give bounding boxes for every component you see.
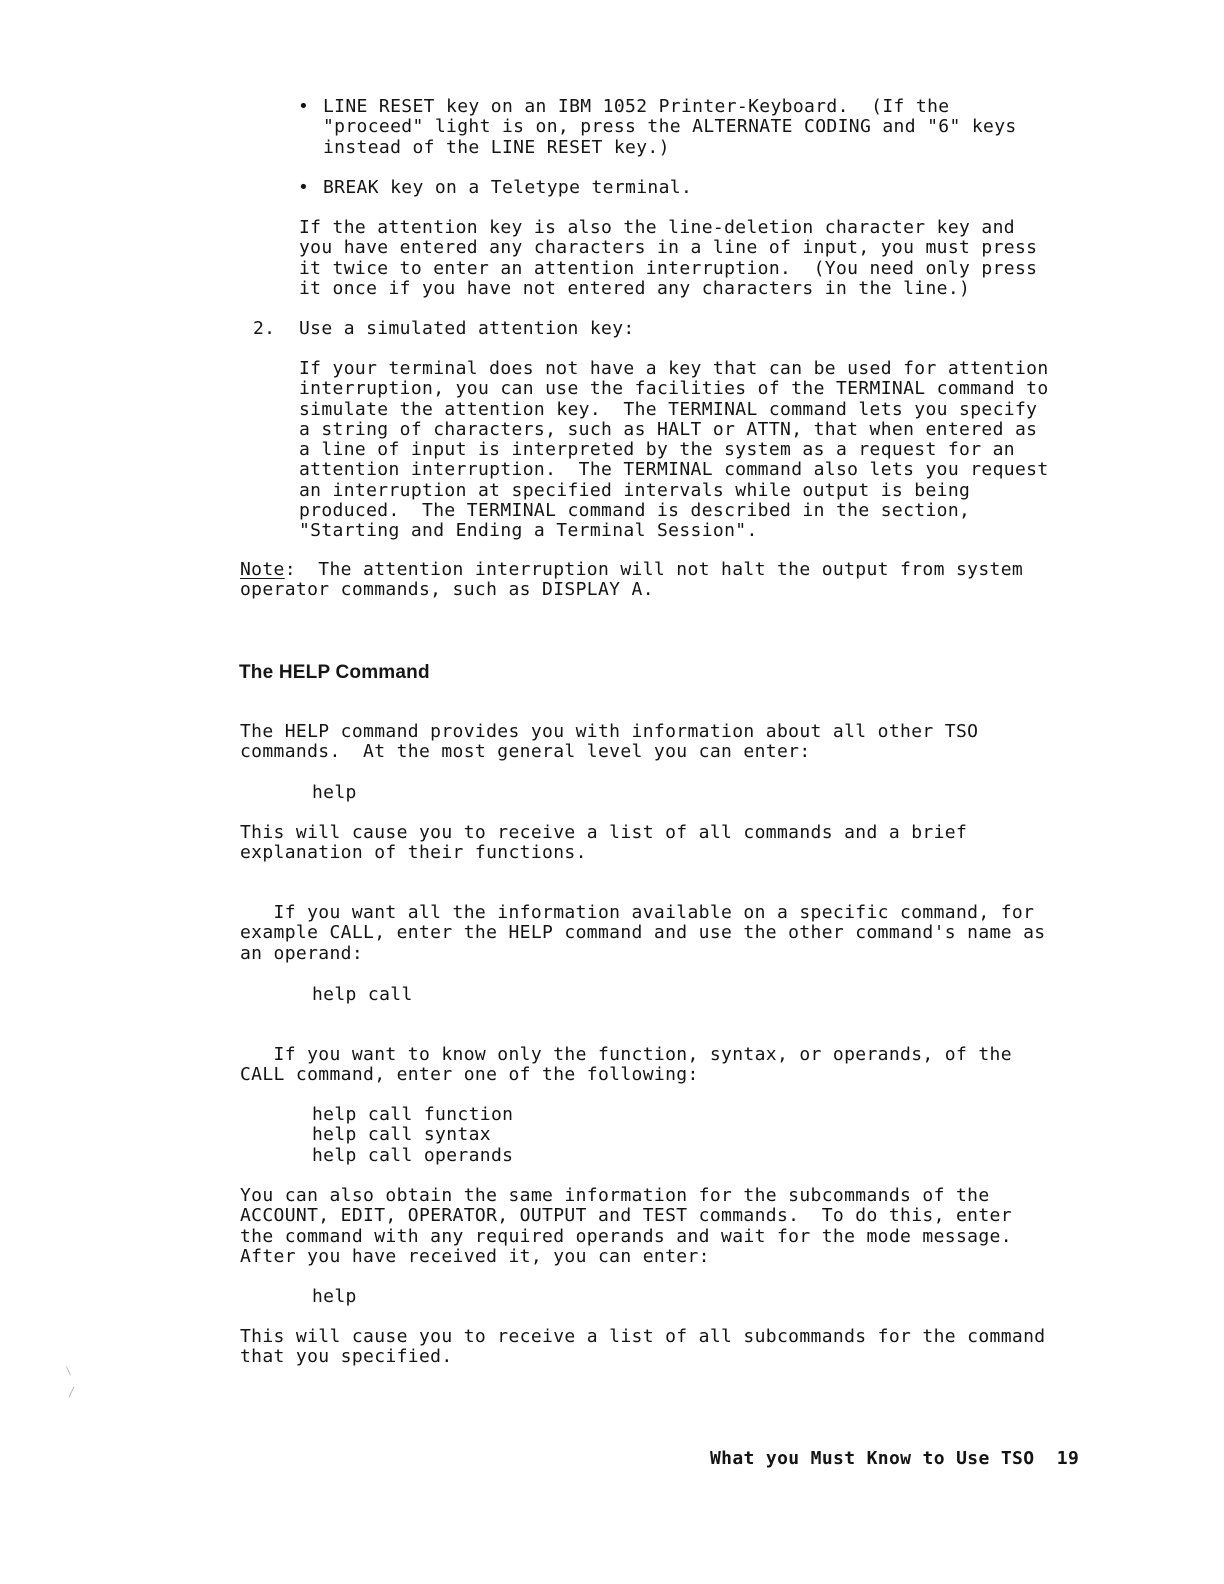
- help-intro-paragraph: [240, 722, 978, 763]
- bullet-text-break: [323, 178, 692, 198]
- text-line: that you specified.: [240, 1346, 453, 1368]
- item-number-2: 2.: [253, 318, 276, 339]
- text-line: BREAK key on a Teletype terminal.: [323, 177, 693, 198]
- text-line: If the attention key is also the line-deletion character key and: [299, 217, 1015, 238]
- scan-speck: [66, 1366, 71, 1375]
- text-line: You can also obtain the same information for the subcommands of the: [240, 1185, 990, 1206]
- text-line: it once if you have not entered any characters in the line.): [299, 277, 971, 299]
- scan-speck: [69, 1386, 75, 1397]
- example-command: help: [312, 782, 357, 803]
- text-line: The HELP command provides you with information about all other TSO: [240, 721, 979, 742]
- text-line: This will cause you to receive a list of all subcommands for the command: [240, 1326, 1046, 1347]
- attention-paragraph: [299, 218, 1037, 299]
- subcommands-paragraph: [240, 1186, 1012, 1267]
- text-line: "Starting and Ending a Terminal Session".: [299, 520, 758, 542]
- text-line: "proceed" light is on, press the ALTERNATE CODING and "6" keys: [323, 116, 1017, 138]
- text-line: interruption, you can use the facilities of the TERMINAL command to: [299, 378, 1049, 400]
- page-footer: [710, 1448, 1079, 1469]
- text-line: instead of the LINE RESET key.): [323, 136, 670, 158]
- text-line: LINE RESET key on an IBM 1052 Printer-Keyboard. (If the: [323, 96, 950, 117]
- page-number: 19: [1056, 1448, 1080, 1469]
- note-text: : The attention interruption will not halt the output from system: [284, 559, 1024, 580]
- item-label-simulated-key: Use a simulated attention key:: [299, 318, 635, 339]
- example-command-list: [312, 1105, 513, 1166]
- text-line: example CALL, enter the HELP command and use the other command's name as: [240, 922, 1046, 944]
- example-command: help call function: [312, 1104, 514, 1125]
- text-line: produced. The TERMINAL command is described in the section,: [299, 500, 971, 522]
- text-line: CALL command, enter one of the following:: [240, 1064, 699, 1086]
- example-command: help: [312, 1286, 357, 1307]
- example-command: help call syntax: [312, 1124, 491, 1146]
- example-command: help call: [312, 984, 413, 1005]
- text-line: it twice to enter an attention interruption. (You need only press: [299, 257, 1038, 279]
- bullet-item-line-reset: [298, 97, 309, 117]
- text-line: ACCOUNT, EDIT, OPERATOR, OUTPUT and TEST commands. To do this, enter: [240, 1205, 1012, 1227]
- bullet-item-break: [298, 178, 309, 198]
- text-line: If your terminal does not have a key that can be used for attention: [299, 358, 1049, 379]
- text-line: simulate the attention key. The TERMINAL command lets you specify: [299, 398, 1038, 420]
- text-line: If you want all the information available on a specific command, for: [240, 902, 1035, 923]
- footer-title: What you Must Know to Use TSO: [710, 1448, 1035, 1469]
- bullet-marker: •: [298, 177, 310, 198]
- note-paragraph: [240, 560, 1023, 601]
- section-heading: The HELP Command: [239, 662, 430, 683]
- function-syntax-paragraph: [240, 1045, 1012, 1086]
- simulated-key-paragraph: [299, 359, 1049, 542]
- text-line: you have entered any characters in a line of input, you must press: [299, 237, 1038, 259]
- text-line: This will cause you to receive a list of all commands and a brief: [240, 822, 968, 843]
- final-paragraph: [240, 1327, 1045, 1368]
- text-line: commands. At the most general level you can enter:: [240, 741, 811, 763]
- example-command: help call operands: [312, 1144, 514, 1166]
- text-line: explanation of their functions.: [240, 842, 587, 864]
- text-line: an operand:: [240, 942, 364, 964]
- list-explanation-paragraph: [240, 823, 967, 864]
- text-line: the command with any required operands and wait for the mode message.: [240, 1225, 1012, 1247]
- bullet-text-line-reset: [323, 97, 1017, 158]
- bullet-marker: •: [298, 96, 310, 117]
- text-line: operator commands, such as DISPLAY A.: [240, 579, 654, 601]
- text-line: If you want to know only the function, syntax, or operands, of the: [240, 1044, 1012, 1065]
- specific-command-paragraph: [240, 903, 1045, 964]
- note-first-line: [240, 560, 1023, 580]
- text-line: an interruption at specified intervals while output is being: [299, 479, 971, 501]
- text-line: a string of characters, such as HALT or ATTN, that when entered as: [299, 418, 1038, 440]
- text-line: a line of input is interpreted by the system as a request for an: [299, 439, 1015, 461]
- note-label: Note: [240, 559, 285, 580]
- text-line: After you have received it, you can enter:: [240, 1245, 710, 1267]
- text-line: attention interruption. The TERMINAL command also lets you request: [299, 459, 1049, 481]
